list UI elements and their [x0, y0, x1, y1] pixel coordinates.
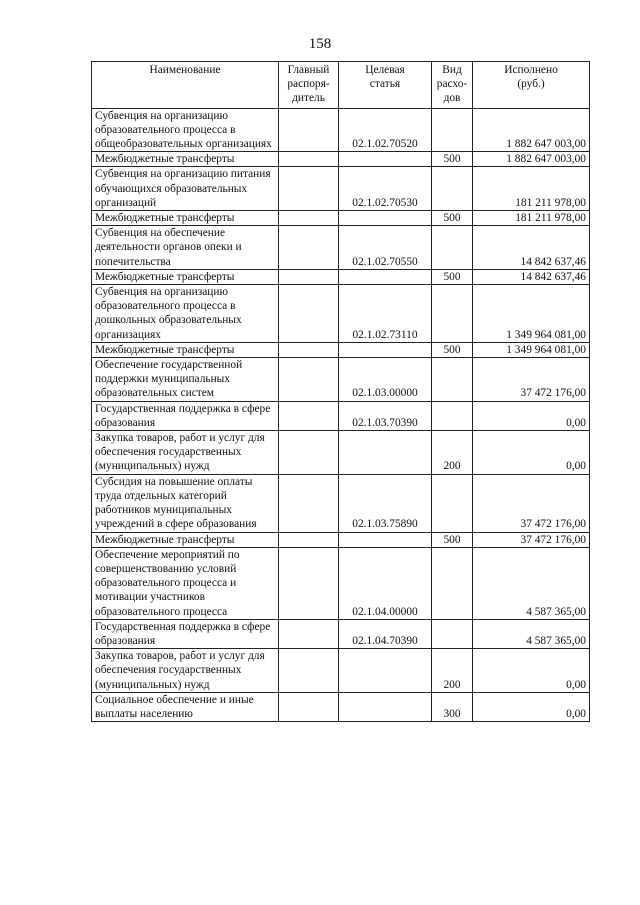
row-target-item-cell: 02.1.02.70530: [339, 167, 432, 211]
row-executed-cell: 14 842 637,46: [473, 269, 590, 284]
row-name-cell: Субвенция на обеспечение деятельности органов опеки и попечительства: [92, 226, 279, 270]
row-expense-kind-cell: [432, 167, 473, 211]
row-main-manager-cell: [279, 649, 339, 693]
table-header-row: [92, 62, 590, 109]
row-name-cell: Межбюджетные трансферты: [92, 211, 279, 226]
row-main-manager-cell: [279, 226, 339, 270]
row-main-manager-cell: [279, 619, 339, 648]
row-expense-kind-cell: 500: [432, 152, 473, 167]
row-expense-kind-cell: [432, 358, 473, 402]
row-name-cell: Межбюджетные трансферты: [92, 269, 279, 284]
row-name-cell: Обеспечение государственной поддержки муниципальных образовательных систем: [92, 358, 279, 402]
row-executed-cell: 181 211 978,00: [473, 167, 590, 211]
row-expense-kind-cell: [432, 285, 473, 343]
table-row: [92, 532, 590, 547]
row-target-item-cell: 02.1.03.70390: [339, 401, 432, 430]
row-executed-cell: 37 472 176,00: [473, 358, 590, 402]
row-expense-kind-cell: [432, 401, 473, 430]
row-executed-cell: 37 472 176,00: [473, 532, 590, 547]
row-main-manager-cell: [279, 358, 339, 402]
row-name-cell: Социальное обеспечение и иные выплаты населению: [92, 692, 279, 721]
row-target-item-cell: 02.1.02.70520: [339, 108, 432, 152]
row-main-manager-cell: [279, 532, 339, 547]
row-name-cell: Государственная поддержка в сфере образования: [92, 401, 279, 430]
row-name-cell: Межбюджетные трансферты: [92, 342, 279, 357]
row-executed-cell: 37 472 176,00: [473, 474, 590, 532]
row-target-item-cell: 02.1.03.75890: [339, 474, 432, 532]
table-row: [92, 226, 590, 270]
table-row: [92, 358, 590, 402]
row-executed-cell: 1 349 964 081,00: [473, 342, 590, 357]
table-row: [92, 547, 590, 619]
row-expense-kind-cell: 300: [432, 692, 473, 721]
row-main-manager-cell: [279, 108, 339, 152]
row-main-manager-cell: [279, 474, 339, 532]
table-row: [92, 211, 590, 226]
row-target-item-cell: [339, 532, 432, 547]
row-target-item-cell: 02.1.02.70550: [339, 226, 432, 270]
column-header-main-manager: Главный распоря- дитель: [279, 62, 339, 109]
row-executed-cell: 181 211 978,00: [473, 211, 590, 226]
row-main-manager-cell: [279, 269, 339, 284]
row-main-manager-cell: [279, 167, 339, 211]
row-executed-cell: 0,00: [473, 649, 590, 693]
row-target-item-cell: 02.1.03.00000: [339, 358, 432, 402]
row-target-item-cell: 02.1.04.00000: [339, 547, 432, 619]
row-main-manager-cell: [279, 692, 339, 721]
row-main-manager-cell: [279, 285, 339, 343]
row-executed-cell: 14 842 637,46: [473, 226, 590, 270]
row-expense-kind-cell: 500: [432, 532, 473, 547]
row-main-manager-cell: [279, 342, 339, 357]
column-header-target-item: Целевая статья: [339, 62, 432, 109]
row-main-manager-cell: [279, 401, 339, 430]
row-executed-cell: 1 882 647 003,00: [473, 108, 590, 152]
row-target-item-cell: [339, 649, 432, 693]
page-number: 158: [308, 36, 332, 52]
column-header-expense-kind: Вид расхо- дов: [432, 62, 473, 109]
row-expense-kind-cell: 500: [432, 342, 473, 357]
row-expense-kind-cell: [432, 619, 473, 648]
row-target-item-cell: [339, 152, 432, 167]
row-name-cell: Государственная поддержка в сфере образования: [92, 619, 279, 648]
row-expense-kind-cell: 200: [432, 431, 473, 475]
row-expense-kind-cell: [432, 547, 473, 619]
row-main-manager-cell: [279, 547, 339, 619]
row-target-item-cell: [339, 692, 432, 721]
column-header-executed: Исполнено (руб.): [473, 62, 590, 109]
row-executed-cell: 0,00: [473, 692, 590, 721]
row-executed-cell: 0,00: [473, 401, 590, 430]
row-target-item-cell: [339, 211, 432, 226]
row-name-cell: Закупка товаров, работ и услуг для обеспечения государственных (муниципальных) нужд: [92, 431, 279, 475]
table-row: [92, 269, 590, 284]
row-name-cell: Межбюджетные трансферты: [92, 152, 279, 167]
row-name-cell: Межбюджетные трансферты: [92, 532, 279, 547]
row-name-cell: Субвенция на организацию питания обучающихся образовательных организаций: [92, 167, 279, 211]
row-name-cell: Субсидия на повышение оплаты труда отдельных категорий работников муниципальных учреждений в сфере образования: [92, 474, 279, 532]
table-row: [92, 108, 590, 152]
table-row: [92, 167, 590, 211]
row-target-item-cell: [339, 431, 432, 475]
table-row: [92, 649, 590, 693]
row-name-cell: Субвенция на организацию образовательного процесса в общеобразовательных организациях: [92, 108, 279, 152]
row-expense-kind-cell: 200: [432, 649, 473, 693]
row-executed-cell: 4 587 365,00: [473, 619, 590, 648]
row-target-item-cell: [339, 269, 432, 284]
row-name-cell: Субвенция на организацию образовательного процесса в дошкольных образовательных организациях: [92, 285, 279, 343]
row-expense-kind-cell: [432, 226, 473, 270]
row-target-item-cell: 02.1.04.70390: [339, 619, 432, 648]
table-row: [92, 401, 590, 430]
row-executed-cell: 1 882 647 003,00: [473, 152, 590, 167]
row-main-manager-cell: [279, 152, 339, 167]
row-main-manager-cell: [279, 431, 339, 475]
budget-table: [91, 61, 590, 722]
table-row: [92, 342, 590, 357]
table-row: [92, 152, 590, 167]
row-executed-cell: 0,00: [473, 431, 590, 475]
row-expense-kind-cell: 500: [432, 211, 473, 226]
table-row: [92, 285, 590, 343]
row-executed-cell: 1 349 964 081,00: [473, 285, 590, 343]
table-row: [92, 692, 590, 721]
row-name-cell: Закупка товаров, работ и услуг для обеспечения государственных (муниципальных) нужд: [92, 649, 279, 693]
row-expense-kind-cell: 500: [432, 269, 473, 284]
row-name-cell: Обеспечение мероприятий по совершенствованию условий образовательного процесса и мотивации участников образовательного процесса: [92, 547, 279, 619]
row-target-item-cell: 02.1.02.73110: [339, 285, 432, 343]
row-expense-kind-cell: [432, 108, 473, 152]
row-target-item-cell: [339, 342, 432, 357]
row-executed-cell: 4 587 365,00: [473, 547, 590, 619]
table-row: [92, 474, 590, 532]
row-expense-kind-cell: [432, 474, 473, 532]
table-row: [92, 619, 590, 648]
column-header-name: Наименование: [92, 62, 279, 109]
table-row: [92, 431, 590, 475]
row-main-manager-cell: [279, 211, 339, 226]
